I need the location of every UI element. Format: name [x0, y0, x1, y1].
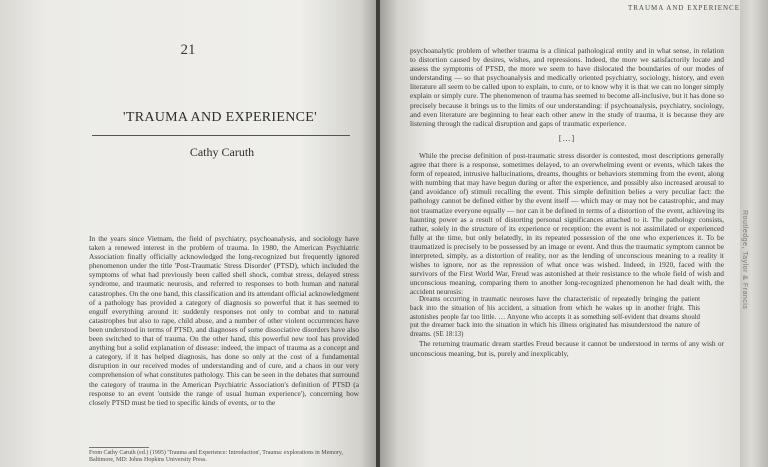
right-page [380, 0, 740, 467]
body-paragraph: The returning traumatic dream startles Freud because it cannot be understood in terms of any wish or unconscious meaning, but is, purely and inexplicably, [410, 339, 724, 358]
running-head: TRAUMA AND EXPERIENCE [627, 4, 740, 12]
footnote-rule [89, 447, 149, 448]
right-body-text [410, 46, 724, 358]
body-paragraph: In the years since Vietnam, the field of psychiatry, psychoanalysis, and sociology have taken a renewed interest in the problem of trauma. In 1980, the American Psychiatric Association finally officially acknowledged the long-recognized but frequently ignored phenomenon under the title 'Post-Traumatic Stress Disorder' (PTSD), which included the symptoms of what had previously been called shell shock, combat stress, delayed stress syndrome, and traumatic neurosis, and referred to responses to both human and natural catastrophes. On the one hand, this classification and its attendant official acknowledgment of a pathology has provided a category of diagnosis so powerful that it has seemed to engulf everything around it: suddenly responses not only to combat and to natural catastrophes but also to rape, child abuse, and a number of other violent occurrences have been understood in terms of PTSD, and diagnoses of some dissociative disorders have also been switched to that of trauma. On the other hand, this powerful new tool has provided anything but a solid explanation of disease: indeed, the impact of trauma as a concept and a category, if it has helped diagnosis, has done so only at the cost of a fundamental disruption in our received modes of understanding and of cure, and a chaos in our very comprehension of what constitutes pathology. This can be seen in the debates that surround the category of trauma in the American Psychiatric Association's definition of PTSD (a response to an event 'outside the range of usual human experience'), concerning how closely PTSD must be tied to specific kinds of events, or to the [89, 234, 359, 407]
chapter-title: 'TRAUMA AND EXPERIENCE' [123, 110, 317, 125]
left-body-text [89, 234, 359, 407]
edge-watermark: Routledge, Taylor & Francis [741, 210, 748, 310]
body-paragraph: While the precise definition of post-traumatic stress disorder is contested, most descriptions generally agree that there is a response, sometimes delayed, to an overwhelming event or events, which takes the form of repeated, intrusive hallucinations, dreams, thoughts or behaviors stemming from the event, along with numbing that may have begun during or after the experience, and possibly also increased arousal to (and avoidance of) stimuli recalling the event. This simple definition belies a very peculiar fact: the pathology cannot be defined either by the event itself — which may or may not be catastrophic, and may not traumatize everyone equally — nor can it be defined in terms of a distortion of the event, achieving its haunting power as a result of distorting personal significances attached to it. The pathology consists, rather, solely in the structure of its experience or reception: the event is not assimilated or experienced fully at the time, but only belatedly, in its repeated possession of the one who experiences it. To be traumatized is precisely to be possessed by an image or event. And thus the traumatic symptom cannot be interpreted, simply, as a distortion of reality, nor as the lending of unconscious meaning to a reality it wishes to ignore, nor as the repression of what once was wished. Indeed, in 1920, faced with the survivors of the First World War, Freud was astonished at their resistance to the whole field of wish and unconscious meaning, comparing them to another long-recognized phenomenon he had dealt with, the accident neurosis: [410, 150, 725, 297]
chapter-number: 21 [180, 42, 196, 58]
block-quote: Dreams occurring in traumatic neuroses have the characteristic of repeatedly bringing the patient back into the situation of his accident, a situation from which he wakes up in another fright. This astonishes people far too little. … Anyone who accepts it as something self-evident that dreams should put the dreamer back into the situation in which his illness originated has misunderstood the nature of dreams. (SE 18:13) [410, 296, 700, 338]
body-paragraph: psychoanalytic problem of whether trauma is a clinical pathological entity and in what sense, in relation to distortion caused by desires, wishes, and repressions. Indeed, the more we satisfactorily locate and assess the symptoms of PTSD, the more we seem to have dislocated the boundaries of our modes of understanding — so that psychoanalysis and medically oriented psychiatry, sociology, history, and even literature all seem to be called upon to explain, to cure, or to know why it is that we can no longer simply explain or simply cure. The phenomenon of trauma has seemed to become all-inclusive, but it has done so precisely because it brings us to the limits of our understanding: if psychoanalysis, psychiatry, sociology, and even literature are beginning to hear each other anew in the study of trauma, it is because they are listening through the radical disruption and gaps of traumatic experience. [410, 46, 724, 128]
section-ellipsis: […] [558, 133, 576, 143]
title-rule [92, 135, 350, 136]
chapter-author: Cathy Caruth [189, 145, 255, 159]
footnote: From Cathy Caruth (ed.) (1995) 'Trauma and Experience: Introduction', Trauma: explorations in Memory, Baltimore, MD: Johns Hopkins University Press. [89, 450, 344, 463]
left-page [0, 0, 376, 467]
